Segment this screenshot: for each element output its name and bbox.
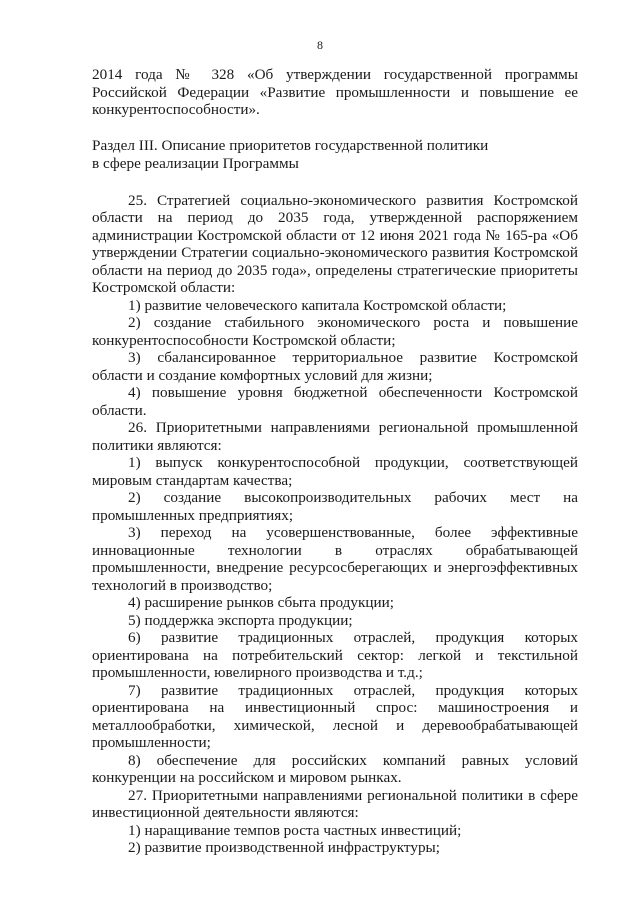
list-item-26-3: 3) переход на усовершенствованные, более эффективные инновационные технологии в отраслях обрабатывающей промышленности, внедрение ресурсосберегающих и энергоэффективных технологий в производство;	[92, 524, 578, 594]
list-item-25-4: 4) повышение уровня бюджетной обеспеченности Костромской области.	[92, 384, 578, 419]
list-item-27-2: 2) развитие производственной инфраструктуры;	[128, 839, 440, 856]
list-item-25-2: 2) создание стабильного экономического роста и повышение конкурентоспособности Костромской области;	[92, 314, 578, 349]
section-heading	[92, 137, 578, 173]
list-item-26-1: 1) выпуск конкурентоспособной продукции, соответствующей мировым стандартам качества;	[92, 454, 578, 489]
section-heading-line-2: в сфере реализации Программы	[92, 154, 299, 172]
list-item-26-2: 2) создание высокопроизводительных рабочих мест на промышленных предприятиях;	[92, 489, 578, 524]
list-item-27-1: 1) наращивание темпов роста частных инвестиций;	[128, 821, 462, 839]
document-body	[92, 66, 578, 857]
intro-paragraph: 2014 года № 328 «Об утверждении государственной программы Российской Федерации «Развитие промышленности и повышение ее конкурентоспособности».	[92, 66, 578, 118]
list-item-25-1: 1) развитие человеческого капитала Костромской области;	[128, 296, 507, 314]
list-item-26-7: 7) развитие традиционных отраслей, продукция которых ориентирована на инвестиционный спрос: машиностроения и металлообработки, химической, лесной и деревообрабатывающей промышленности;	[92, 681, 578, 751]
paragraph-26: 26. Приоритетными направлениями региональной промышленной политики являются:	[92, 419, 578, 454]
list-item-26-4: 4) расширение рынков сбыта продукции;	[128, 594, 394, 611]
paragraph-27: 27. Приоритетными направлениями региональной политики в сфере инвестиционной деятельности являются:	[92, 786, 578, 821]
list-item-25-3: 3) сбалансированное территориальное развитие Костромской области и создание комфортных условий для жизни;	[92, 349, 578, 384]
section-heading-line-1: Раздел III. Описание приоритетов государственной политики	[92, 136, 489, 154]
list-item-26-8: 8) обеспечение для российских компаний равных условий конкуренции на российском и мировом рынках.	[92, 751, 578, 786]
page-number: 8	[317, 38, 323, 52]
paragraph-25: 25. Стратегией социально-экономического развития Костромской области на период до 2035 года, утвержденной распоряжением администрации Костромской области от 12 июня 2021 года № 165-ра «Об утверждении Стратегии социально-экономического развития Костромской области на период до 2035 года», определены стратегические приоритеты Костромской области:	[92, 191, 578, 296]
list-item-26-6: 6) развитие традиционных отраслей, продукция которых ориентирована на потребительский сектор: легкой и текстильной промышленности, ювелирного производства и т.д.;	[92, 629, 578, 681]
list-item-26-5: 5) поддержка экспорта продукции;	[128, 611, 353, 629]
